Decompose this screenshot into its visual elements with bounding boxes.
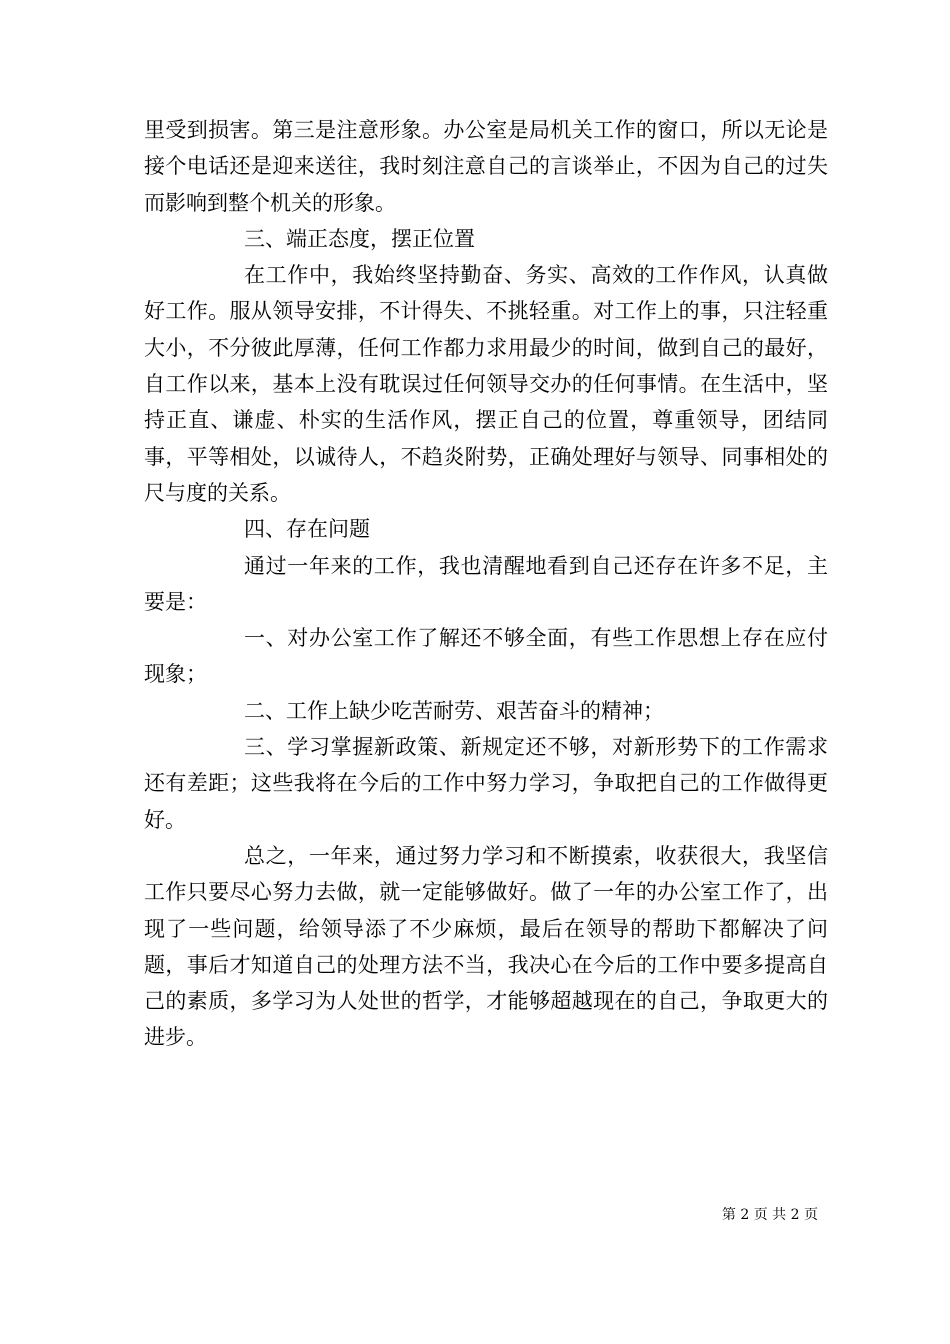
paragraph-conclusion: 总之，一年来，通过努力学习和不断摸索，收获很大，我坚信工作只要尽心努力去做，就一定能够做好。做了一年的办公室工作了，出现了一些问题，给领导添了不少麻烦，最后在领导的帮助下都解决了问题，事后才知道自己的处理方法不当，我决心在今后的工作中要多提高自己的素质，多学习为人处世的哲学，才能够超越现在的自己，争取更大的进步。: [144, 843, 828, 1050]
page-number-footer: 第 2 页 共 2 页: [721, 1207, 818, 1223]
paragraph-work-attitude: 在工作中，我始终坚持勤奋、务实、高效的工作作风，认真做好工作。服从领导安排，不计得失、不挑轻重。对工作上的事，只注轻重大小，不分彼此厚薄，任何工作都力求用最少的时间，做到自己的最好，自工作以来，基本上没有耽误过任何领导交办的任何事情。在生活中，坚持正直、谦虚、朴实的生活作风，摆正自己的位置，尊重领导，团结同事，平等相处，以诚待人，不趋炎附势，正确处理好与领导、同事相处的尺与度的关系。: [144, 263, 828, 505]
list-item-1: 一、对办公室工作了解还不够全面，有些工作思想上存在应付现象；: [144, 626, 828, 687]
list-item-2: 二、工作上缺少吃苦耐劳、艰苦奋斗的精神；: [244, 698, 664, 723]
paragraph-shortcomings-intro: 通过一年来的工作，我也清醒地看到自己还存在许多不足，主要是：: [144, 553, 828, 614]
paragraph-continuation: 里受到损害。第三是注意形象。办公室是局机关工作的窗口，所以无论是接个电话还是迎来送往，我时刻注意自己的言谈举止，不因为自己的过失而影响到整个机关的形象。: [144, 118, 828, 215]
section-heading-4: 四、存在问题: [244, 517, 370, 542]
list-item-3: 三、学习掌握新政策、新规定还不够，对新形势下的工作需求还有差距；这些我将在今后的工作中努力学习，争取把自己的工作做得更好。: [144, 735, 828, 832]
section-heading-3: 三、端正态度，摆正位置: [244, 226, 475, 251]
document-body: [144, 112, 828, 1056]
